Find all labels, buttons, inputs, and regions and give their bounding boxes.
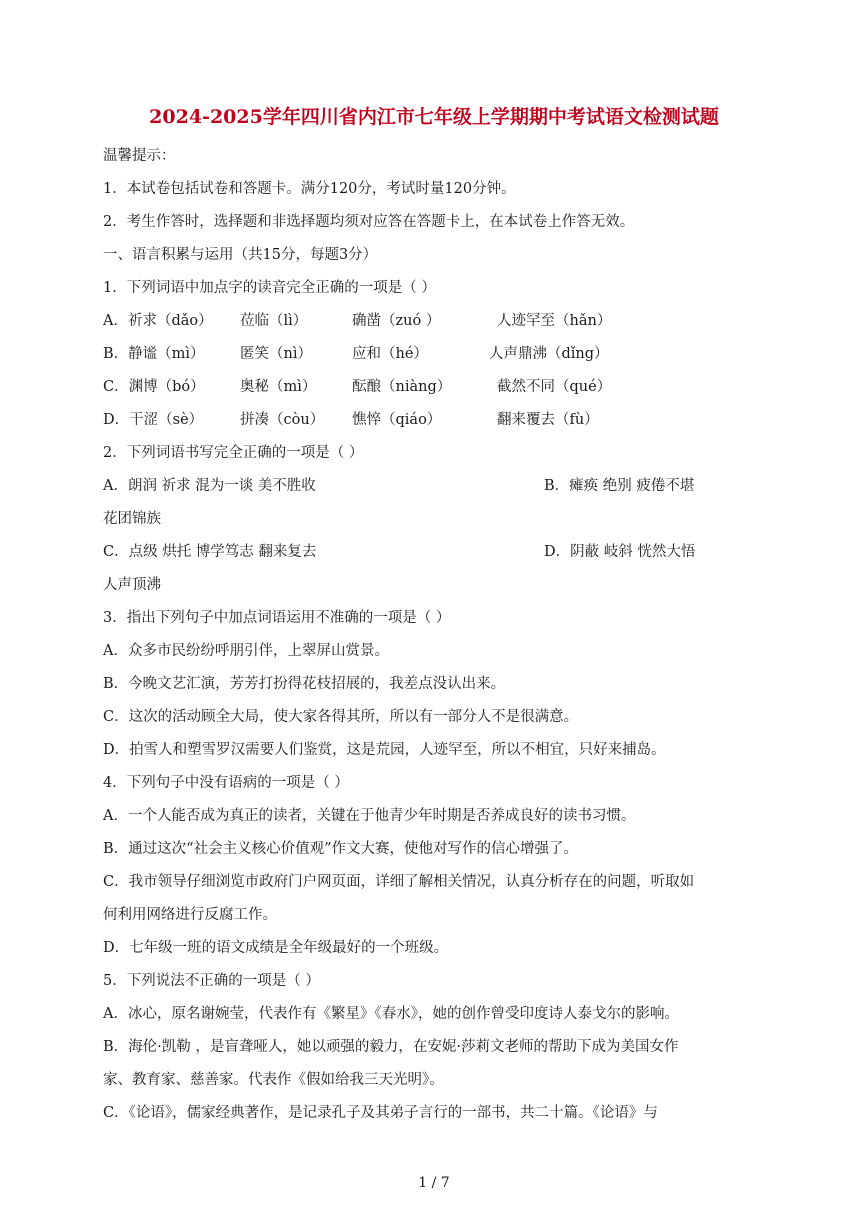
q4-option-c: C．我市领导仔细浏览市政府门户网页面，详细了解相关情况，认真分析存在的问题，听取如 — [103, 874, 695, 890]
q2-option-d-wrap: 人声顶沸 — [103, 577, 161, 593]
q1-option-c-word3: 酝酿（niàng） — [352, 379, 452, 395]
q2-option-b: B．瘫痪 绝别 疲倦不堪 — [544, 478, 695, 494]
q5-option-b: B．海伦·凯勒 ，是盲聋哑人，她以顽强的毅力，在安妮·莎莉文老师的帮助下成为美国女作 — [103, 1039, 679, 1055]
q1-option-d-word4: 翻来覆去（fù） — [497, 412, 599, 428]
q3-option-c: C．这次的活动顾全大局，使大家各得其所，所以有一部分人不是很满意。 — [103, 709, 579, 725]
q2-option-c: C．点级 烘托 博学笃志 翻来复去 — [103, 544, 317, 560]
q1-option-c-word1: C．渊博（bó） — [103, 379, 205, 395]
q1-option-d-word2: 拼凑（còu） — [240, 412, 325, 428]
q1-option-b-word3: 应和（hé） — [352, 346, 428, 362]
q2-option-b-wrap: 花团锦族 — [103, 511, 161, 527]
question-5-stem: 5．下列说法不正确的一项是（ ） — [103, 973, 320, 989]
question-1-stem: 1．下列词语中加点字的读音完全正确的一项是（ ） — [103, 280, 436, 296]
q1-option-a-word3: 确凿（zuó ） — [352, 313, 441, 329]
q5-option-c: C．《论语》，儒家经典著作，是记录孔子及其弟子言行的一部书，共二十篇。《论语》与 — [103, 1105, 658, 1121]
page-number: 1 / 7 — [418, 1175, 450, 1191]
q3-option-b: B．今晚文艺汇演，芳芳打扮得花枝招展的，我差点没认出来。 — [103, 676, 506, 692]
tip-item-2: 2．考生作答时，选择题和非选择题均须对应答在答题卡上，在本试卷上作答无效。 — [103, 214, 635, 230]
q1-option-a-word4: 人迹罕至（hǎn） — [497, 313, 612, 329]
q2-option-a: A．朗润 祈求 混为一谈 美不胜收 — [103, 478, 316, 494]
question-2-stem: 2．下列词语书写完全正确的一项是（ ） — [103, 445, 364, 461]
q3-option-a: A．众多市民纷纷呼朋引伴，上翠屏山赏景。 — [103, 643, 389, 659]
q4-option-a: A．一个人能否成为真正的读者，关键在于他青少年时期是否养成良好的读书习惯。 — [103, 808, 636, 824]
q4-option-c-wrap: 何利用网络进行反腐工作。 — [103, 907, 277, 923]
q1-option-d-word3: 憔悴（qiáo） — [352, 412, 442, 428]
q3-option-d: D．拍雪人和塑雪罗汉需要人们鉴赏，这是荒园，人迹罕至，所以不相宜，只好来捕岛。 — [103, 742, 666, 758]
tip-item-1: 1．本试卷包括试卷和答题卡。满分120分，考试时量120分钟。 — [103, 181, 516, 197]
section-heading: 一、语言积累与运用（共15分，每题3分） — [103, 247, 378, 263]
q1-option-b-word2: 匿笑（nì） — [240, 346, 312, 362]
q1-option-b-word4: 人声鼎沸（dǐng） — [489, 346, 609, 362]
q1-option-a-word1: A．祈求（dǎo） — [103, 313, 213, 329]
question-4-stem: 4．下列句子中没有语病的一项是（ ） — [103, 775, 349, 791]
q4-option-d: D．七年级一班的语文成绩是全年级最好的一个班级。 — [103, 940, 449, 956]
page-title: 2024-2025学年四川省内江市七年级上学期期中考试语文检测试题 — [149, 106, 719, 128]
q5-option-a: A．冰心，原名谢婉莹，代表作有《繁星》《春水》，她的创作曾受印度诗人泰戈尔的影响。 — [103, 1006, 679, 1022]
q1-option-b-word1: B．静谧（mì） — [103, 346, 205, 362]
q2-option-d: D．阴蔽 岐斜 恍然大悟 — [544, 544, 696, 560]
q1-option-c-word2: 奥秘（mì） — [240, 379, 317, 395]
q1-option-a-word2: 莅临（lì） — [240, 313, 308, 329]
q5-option-b-wrap: 家、教育家、慈善家。代表作《假如给我三天光明》。 — [103, 1072, 444, 1088]
question-3-stem: 3．指出下列句子中加点词语运用不准确的一项是（ ） — [103, 610, 451, 626]
q4-option-b: B．通过这次“社会主义核心价值观”作文大赛，使他对写作的信心增强了。 — [103, 841, 578, 857]
q1-option-c-word4: 截然不同（qué） — [497, 379, 612, 395]
tips-heading: 温馨提示： — [103, 148, 176, 164]
q1-option-d-word1: D．干涩（sè） — [103, 412, 204, 428]
